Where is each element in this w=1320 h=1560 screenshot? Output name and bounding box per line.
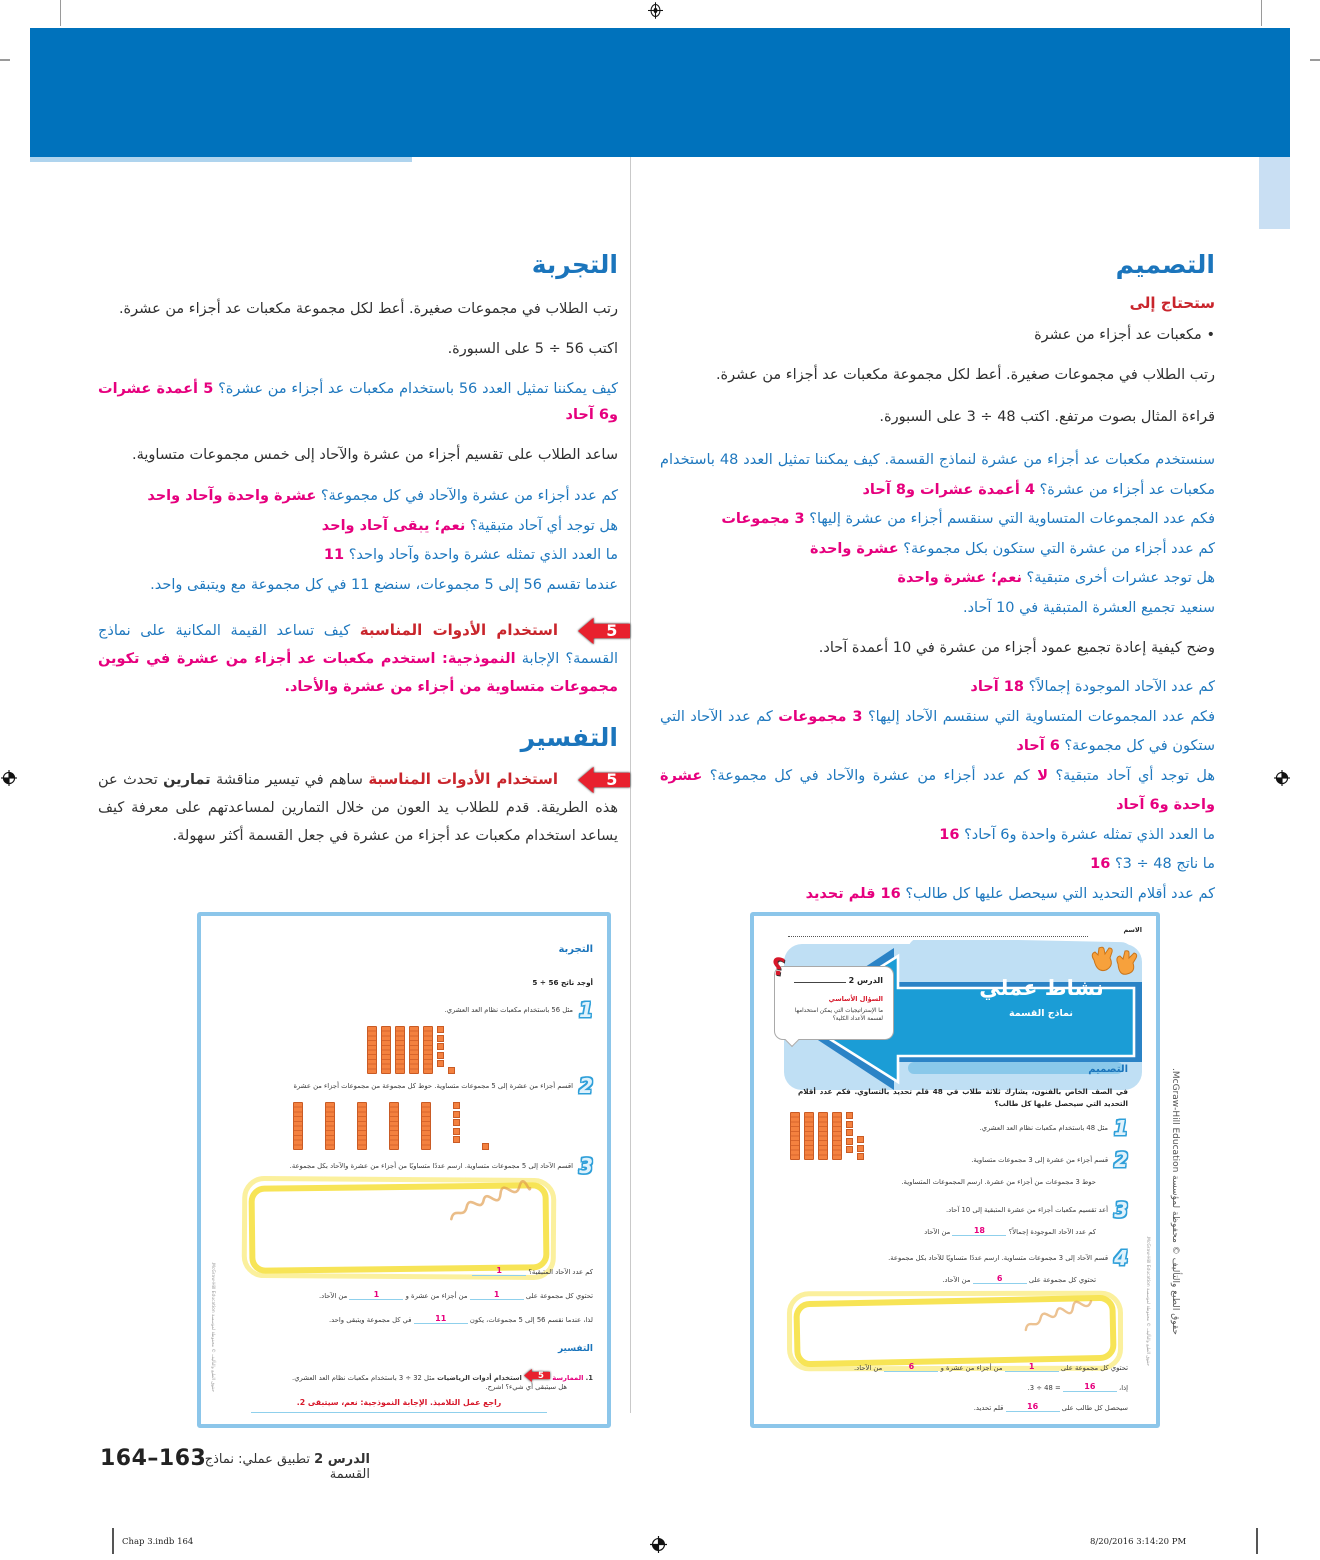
bullet-icon: •	[1206, 327, 1215, 343]
student-right-step3: 3 أعد تقسيم مكعبات أجزاء من عشرة المتبقية إلى 10 آحاد.	[946, 1198, 1128, 1222]
student-right-fill-3: إذا، 16 = 48 ÷ 3.	[1027, 1382, 1128, 1392]
practice-label: الممارسة	[552, 1374, 584, 1382]
student-left-step2: 2 اقسم أجزاء من عشرة إلى 5 مجموعات متساوية. حوط كل مجموعة من مجموعات أجزاء من عشرة	[293, 1074, 593, 1098]
design-heading: التصميم	[1115, 250, 1215, 279]
qa-line: هل توجد عشرات أخرى متبقية؟ نعم؛ عشرة واحدة	[897, 570, 1215, 586]
student-page-left	[197, 912, 611, 1428]
answer-blank: 16	[1063, 1383, 1117, 1392]
print-bar-right	[1256, 1528, 1258, 1554]
qa-line: ما العدد الذي تمثله عشرة واحدة و6 آحاد؟ 16	[939, 826, 1215, 843]
page-gutter-line	[630, 157, 631, 1413]
header-band-tab	[1259, 157, 1290, 229]
ones-unit	[437, 1052, 444, 1059]
student-right-fill-2: تحتوي كل مجموعة على 1 من أجزاء من عشرة و 6 من الآحاد.	[854, 1362, 1128, 1372]
highlighted-work-area	[793, 1295, 1116, 1368]
crop-mark-top-left	[60, 0, 61, 26]
explain-title: استخدام الأدوات المناسبة	[368, 770, 559, 788]
tens-rod	[389, 1102, 399, 1150]
answer-blank: 6	[884, 1363, 938, 1372]
student-right-step3b: كم عدد الآحاد الموجودة إجمالاً؟ 18 من الآحاد	[924, 1226, 1096, 1236]
answer-blank: 1	[472, 1267, 526, 1276]
activity-arrow-subtitle: نماذج القسمة	[1009, 1008, 1073, 1019]
answer-blank: 1	[470, 1291, 524, 1300]
ones-unit	[437, 1060, 444, 1067]
experiment-paragraph-1: رتب الطلاب في مجموعات صغيرة. أعط لكل مجموعة مكعبات عد أجزاء من عشرة.	[118, 301, 618, 317]
highlighted-work-area	[248, 1182, 549, 1274]
experiment-qa-1: كيف يمكننا تمثيل العدد 56 باستخدام مكعبات عد أجزاء من عشرة؟ 5 أعمدة عشرات و6 آحاد	[98, 381, 618, 423]
tens-rod	[357, 1102, 367, 1150]
ones-unit	[846, 1129, 853, 1136]
essential-question-text: ما الإستراتيجيات التي يمكن استخدامها لقسمة الأعداد الكلية؟	[794, 1008, 883, 1023]
lesson-write-line	[794, 975, 846, 983]
print-bar-left	[112, 1528, 114, 1554]
crop-tick-right	[1310, 59, 1320, 61]
qa-line: فكم عدد المجموعات المتساوية التي سنقسم الآحاد إليها؟ 3 مجموعات كم عدد الآحاد التي ستكون في كل مجموعة؟ 6 آحاد	[660, 708, 1215, 754]
tens-rod	[421, 1102, 431, 1150]
qa-line: ما العدد الذي تمثله عشرة واحدة وآحاد واحد؟ 11	[323, 547, 618, 563]
experiment-heading: التجربة	[531, 250, 618, 279]
answer-blank: 18	[952, 1227, 1006, 1236]
design-paragraph-3: وضح كيفية إعادة تجميع عمود أجزاء من عشرة في 10 أعمدة آحاد.	[818, 640, 1215, 656]
ones-unit	[453, 1119, 460, 1126]
header-band-edge	[30, 157, 412, 162]
registration-mark-top	[648, 2, 663, 19]
registration-mark-right	[1274, 770, 1290, 786]
answer-blank: 1	[1005, 1363, 1059, 1372]
ones-unit	[482, 1143, 489, 1150]
name-label: الاسم	[1123, 926, 1142, 934]
crop-tick-left	[0, 59, 10, 61]
ones-unit	[453, 1102, 460, 1109]
hands-icon	[1088, 940, 1140, 976]
tens-rod	[423, 1026, 433, 1074]
qa-line: ما ناتج 48 ÷ 3؟ 16	[1090, 856, 1215, 872]
qa-line: عندما تقسم 56 إلى 5 مجموعات، سنضع 11 في كل مجموعة مع ويتبقى واحد.	[150, 576, 618, 593]
base-ten-blocks-56	[367, 1026, 455, 1074]
student-right-step1: 1 مثل 48 باستخدام مكعبات نظام العد العشري.	[979, 1116, 1128, 1140]
ones-units-column	[437, 1026, 444, 1067]
student-right-step4: 4 قسم الآحاد إلى 3 مجموعات متساوية. ارسم عددًا متساويًا للآحاد بكل مجموعة.	[888, 1246, 1128, 1270]
tens-rod	[395, 1026, 405, 1074]
page-copyright-vertical: حقوق الطبع والتأليف © محفوظة لمؤسسة McGraw-Hill Education.	[1170, 1067, 1180, 1335]
qa-line: كم عدد أقلام التحديد التي سيحصل عليها كل طالب؟ 16 قلم تحديد	[805, 885, 1215, 902]
student-left-fill-2: تحتوي كل مجموعة على 1 من أجزاء من عشرة و 1 من الآحاد.	[319, 1290, 593, 1300]
answer-blank: 6	[973, 1275, 1027, 1284]
qa-line: كم عدد الآحاد الموجودة إجمالاً؟ 18 آحاد	[970, 679, 1215, 695]
experiment-qa-block	[98, 482, 618, 600]
registration-mark-left	[1, 770, 17, 786]
exercise-5-arrow-icon: 5	[524, 1368, 550, 1383]
registration-mark-bottom	[650, 1536, 667, 1553]
ones-units-column	[482, 1143, 489, 1150]
qa-line: فكم عدد المجموعات المتساوية التي سنقسم أجزاء من عشرة إليها؟ 3 مجموعات	[721, 511, 1215, 527]
student-page-right	[750, 912, 1160, 1428]
student-left-answer: راجع عمل التلاميذ. الإجابة النموذجية: نعم، سيتبقى 2.	[251, 1398, 547, 1413]
lesson-number: الدرس 2	[794, 975, 883, 985]
ones-units-column	[448, 1067, 455, 1074]
design-qa-block-1	[660, 446, 1215, 623]
tens-rod	[409, 1026, 419, 1074]
print-info-left: Chap 3.indb 164	[122, 1537, 194, 1547]
ones-unit	[437, 1043, 444, 1050]
student-left-step1: 1 مثل 56 باستخدام مكعبات نظام العد العشري.	[444, 998, 593, 1022]
ones-unit	[846, 1121, 853, 1128]
qa-line: كم عدد أجزاء من عشرة والآحاد في كل مجموعة؟ عشرة واحدة وآحاد واحد	[147, 488, 618, 504]
design-paragraph-1: رتب الطلاب في مجموعات صغيرة. أعط لكل مجموعة مكعبات عد أجزاء من عشرة.	[715, 367, 1215, 383]
qa-line: كم عدد أجزاء من عشرة التي ستكون بكل مجموعة؟ عشرة واحدة	[810, 540, 1215, 557]
print-info-right: 8/20/2016 3:14:20 PM	[1090, 1537, 1187, 1547]
crop-mark-top-right	[1261, 0, 1262, 26]
need-list-item: • مكعبات عد أجزاء من عشرة	[1034, 327, 1215, 343]
qa-line: سنعيد تجميع العشرة المتبقية في 10 آحاد.	[962, 599, 1215, 616]
handwriting-scribble	[1017, 1293, 1102, 1340]
experiment-paragraph-2: اكتب 56 ÷ 5 على السبورة.	[447, 341, 618, 357]
handwriting-scribble	[442, 1176, 538, 1232]
math-practice-note: 5 استخدام الأدوات المناسبة كيف تساعد القيمة المكانية على نماذج القسمة؟ الإجابة النموذجية: استخدم مكعبات عد أجزاء من عشرة في تكوين مجموعات متساوية من أجزاء من عشرة والأحاد.	[98, 616, 618, 701]
qa-line: هل توجد أي آحاد متبقية؟ نعم؛ يبقى آحاد واحد	[321, 517, 618, 534]
ones-unit	[846, 1138, 853, 1145]
header-band	[30, 28, 1290, 157]
student-left-exercise: 1. الممارسة 5 استخدام أدوات الرياضيات مثل 32 ÷ 3 باستخدام مكعبات نظام العد العشري. هل سيتبقى أي شيء؟ اشرح.	[243, 1368, 593, 1391]
tens-rod	[293, 1102, 303, 1150]
answer-blank: 1	[349, 1291, 403, 1300]
ones-unit	[437, 1035, 444, 1042]
ones-unit	[453, 1136, 460, 1143]
answer-blank: 11	[414, 1315, 468, 1324]
math-practice-title: استخدام الأدوات المناسبة	[359, 621, 559, 639]
activity-arrow-title: نشاط عملي	[979, 976, 1104, 1000]
ones-unit	[453, 1111, 460, 1118]
name-line	[788, 936, 1088, 937]
experiment-section	[98, 250, 618, 850]
ones-unit	[453, 1128, 460, 1135]
ones-units-column	[846, 1112, 853, 1153]
tens-rod	[790, 1112, 800, 1160]
explain-heading: التفسير	[520, 723, 618, 752]
qa-line: هل توجد أي آحاد متبقية؟ لا كم عدد أجزاء من عشرة والآحاد في كل مجموعة؟ عشرة واحدة و6 آحاد	[660, 767, 1216, 813]
tens-rod	[381, 1026, 391, 1074]
tens-rod	[804, 1112, 814, 1160]
tens-rod	[325, 1102, 335, 1150]
ones-unit	[846, 1112, 853, 1119]
ones-unit	[437, 1026, 444, 1033]
student-left-copyright: حقوق الطبع والتأليف © محفوظة لمؤسسة McGraw-Hill Education.	[210, 1261, 215, 1392]
qa-line: سنستخدم مكعبات عد أجزاء من عشرة لنماذج القسمة. كيف يمكننا تمثيل العدد 48 باستخدام مكعبات عد أجزاء من عشرة؟ 4 أعمدة عشرات و8 آحاد	[660, 452, 1215, 498]
student-left-find: أوجد ناتج 56 ÷ 5	[532, 978, 593, 987]
tens-rod	[818, 1112, 828, 1160]
footer-lesson-number: الدرس 2	[314, 1452, 370, 1467]
ones-unit	[857, 1136, 864, 1143]
base-ten-blocks-56-divided	[293, 1102, 489, 1150]
design-section	[660, 250, 1215, 909]
student-left-heading: التجربة	[558, 944, 593, 955]
footer-lesson-title: تطبيق عملي: نماذج القسمة	[204, 1452, 370, 1482]
lesson-bubble	[769, 952, 894, 1040]
you-will-need-heading: ستحتاج إلى	[1129, 294, 1215, 312]
student-right-step2b: حوط 3 مجموعات من أجزاء من عشرة. ارسم المجموعات المتساوية.	[901, 1178, 1096, 1186]
question-mark-icon: ؟	[769, 952, 787, 982]
answer-blank: 16	[1006, 1403, 1060, 1412]
ones-units-column	[453, 1102, 460, 1143]
tens-rod	[367, 1026, 377, 1074]
design-qa-block-2	[660, 673, 1215, 909]
student-right-step4b: تحتوي كل مجموعة على 6 من الآحاد.	[942, 1274, 1096, 1284]
math-practice-5-arrow-icon: 5	[578, 616, 630, 646]
explain-5-arrow-icon: 5	[578, 765, 630, 795]
student-left-fill-3: لذا، عندما نقسم 56 إلى 5 مجموعات، يكون 11 في كل مجموعة ويتبقى واحد.	[328, 1314, 593, 1324]
student-right-fill-4: سيحصل كل طالب على 16 قلم تحديد.	[973, 1402, 1128, 1412]
design-paragraph-2: قراءة المثال بصوت مرتفع. اكتب 48 ÷ 3 على السبورة.	[879, 409, 1215, 425]
student-right-step2: 2 قسم أجزاء من عشرة إلى 3 مجموعات متساوية.	[971, 1148, 1128, 1172]
explain-note: 5 استخدام الأدوات المناسبة ساهم في تيسير مناقشة تمارين تحدث عن هذه الطريقة. قدم للطلاب يد العون من خلال التمارين لمساعدتهم على معرفة كيف يساعد استخدام مكعبات عد أجزاء من عشرة في جعل القسمة أكثر سهولة.	[98, 765, 618, 850]
student-left-step3: 3 اقسم الآحاد إلى 5 مجموعات متساوية. ارسم عددًا متساويًا من أجزاء من عشرة والآحاد بكل مجموعة.	[289, 1154, 593, 1178]
student-left-explain-heading: التفسير	[557, 1344, 593, 1354]
page-numbers: 164–163	[100, 1446, 207, 1471]
student-right-problem: في الصف الخاص بالفنون، يشارك ثلاثة طلاب في 48 قلم تحديد بالتساوي. فكم عدد أقلام التحديد التي سيحصل عليها كل طالب؟	[798, 1087, 1128, 1108]
essential-question-label: السؤال الأساسي	[828, 995, 883, 1003]
experiment-paragraph-3: ساعد الطلاب على تقسيم أجزاء من عشرة والآحاد إلى خمس مجموعات متساوية.	[131, 447, 618, 463]
student-right-heading: التصميم	[1088, 1064, 1128, 1075]
student-left-fill-1: كم عدد الآحاد المتبقية؟ 1	[472, 1268, 593, 1277]
footer-lesson	[190, 1452, 370, 1482]
student-right-copyright: حقوق الطبع والتأليف © محفوظة لمؤسسة McGraw-Hill Education.	[1145, 1235, 1150, 1366]
ones-unit	[448, 1067, 455, 1074]
